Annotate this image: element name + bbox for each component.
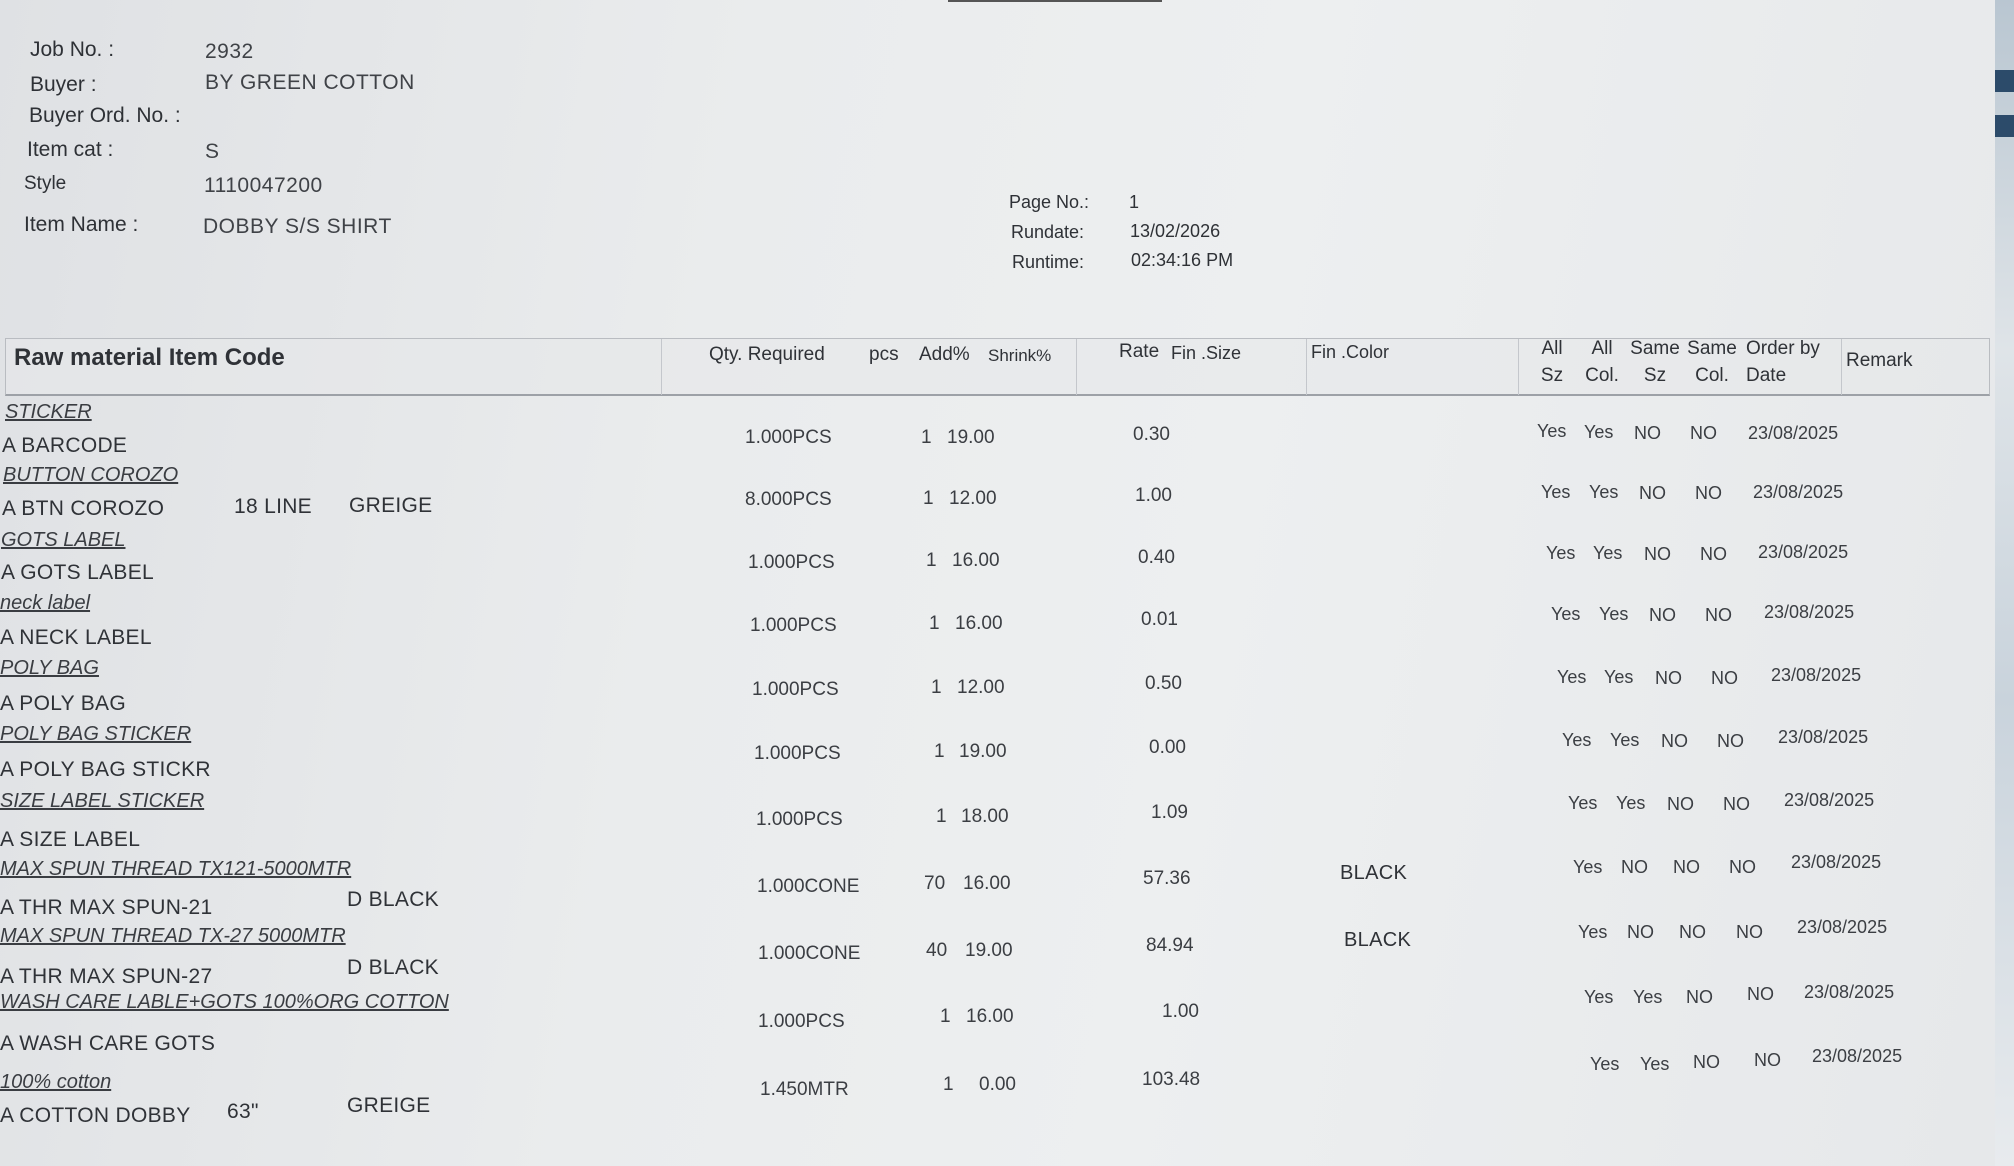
all-sz-flag: Yes [1541,482,1571,502]
all-col-flag: Yes [1593,543,1623,563]
column-divider [1076,339,1077,395]
pcs-value: 1 [943,1074,954,1095]
same-sz-flag: NO [1693,1052,1720,1072]
same-col-flag: NO [1705,605,1732,625]
rate-value: 57.36 [1143,868,1191,889]
runtime-value: 02:34:16 PM [1131,250,1234,270]
same-sz-flag: NO [1634,423,1661,443]
pcs-value: 1 [931,677,942,698]
same-sz-flag: NO [1655,668,1682,688]
style-value: 1110047200 [204,174,323,197]
same-sz-flag: NO [1679,922,1706,942]
item-cat-value: S [205,140,220,163]
order-date: 23/08/2025 [1804,982,1895,1002]
runtime-label: Runtime: [1012,252,1085,272]
header-all-col-line1: All [1591,338,1613,359]
material-group-title: GOTS LABEL [1,529,126,551]
header-all-sz-line1: All [1541,338,1563,359]
all-sz-flag: Yes [1584,987,1614,1007]
qty-required: 1.000PCS [752,679,839,700]
buyer-value: BY GREEN COTTON [205,71,415,94]
qty-required: 1.000PCS [758,1011,845,1032]
column-divider [1306,339,1307,395]
order-date: 23/08/2025 [1778,727,1869,747]
same-col-flag: NO [1717,731,1744,751]
pcs-value: 1 [940,1006,951,1027]
qty-required: 8.000PCS [745,489,832,510]
header-all-col-line2: Col. [1585,365,1619,386]
rate-value: 0.00 [1149,737,1186,758]
column-divider [661,339,662,395]
all-sz-flag: Yes [1562,730,1592,750]
same-sz-flag: NO [1673,857,1700,877]
qty-required: 1.450MTR [760,1079,849,1100]
add-percent: 18.00 [961,806,1009,827]
item-description: A BTN COROZO [2,497,165,520]
rate-value: 0.01 [1141,609,1178,630]
rate-value: 0.40 [1138,547,1175,568]
header-item-code: Raw material Item Code [14,344,285,371]
pcs-value: 1 [929,613,940,634]
rate-value: 1.00 [1135,485,1172,506]
pcs-value: 1 [936,806,947,827]
same-sz-flag: NO [1667,794,1694,814]
header-order-by-date [1746,335,1840,389]
pcs-value: 1 [923,488,934,509]
qty-required: 1.000PCS [748,552,835,573]
header-same-sz-line2: Sz [1643,365,1667,386]
item-name-value: DOBBY S/S SHIRT [203,215,392,238]
style-label: Style [24,173,67,194]
job-no-label: Job No. : [30,38,115,61]
same-sz-flag: NO [1649,605,1676,625]
rate-value: 103.48 [1142,1069,1201,1090]
item-description: A GOTS LABEL [1,561,154,584]
material-group-title: MAX SPUN THREAD TX-27 5000MTR [0,925,346,947]
item-description: A THR MAX SPUN-21 [0,896,213,919]
order-date: 23/08/2025 [1748,423,1839,443]
background-edge [1995,0,2014,1166]
add-percent: 19.00 [959,741,1007,762]
all-sz-flag: Yes [1568,793,1598,813]
material-group-title: neck label [0,592,91,614]
pcs-value: 1 [926,550,937,571]
same-sz-flag: NO [1686,987,1713,1007]
buyer-label: Buyer : [30,73,97,96]
edge-mark [1995,70,2014,92]
job-no-value: 2932 [205,40,254,63]
all-col-flag: Yes [1589,482,1619,502]
qty-required: 1.000PCS [754,743,841,764]
column-divider [1841,339,1842,395]
item-description: A SIZE LABEL [0,828,141,851]
same-col-flag: NO [1729,857,1756,877]
all-col-flag: Yes [1584,422,1614,442]
qty-required: 1.000PCS [750,615,837,636]
item-description: A POLY BAG [0,692,126,715]
same-col-flag: NO [1754,1050,1781,1070]
same-col-flag: NO [1690,423,1717,443]
item-description: A WASH CARE GOTS [0,1032,216,1055]
all-col-flag: Yes [1599,604,1629,624]
same-sz-flag: NO [1661,731,1688,751]
rate-value: 1.00 [1162,1001,1199,1022]
material-group-title: 100% cotton [0,1071,112,1093]
material-group-title: POLY BAG STICKER [0,723,192,745]
header-all-sz [1534,335,1570,389]
color-spec: GREIGE [349,494,433,517]
add-percent: 16.00 [963,873,1011,894]
same-col-flag: NO [1711,668,1738,688]
order-date: 23/08/2025 [1758,542,1849,562]
all-col-flag: NO [1627,922,1654,942]
header-remark: Remark [1846,350,1913,371]
all-col-flag: Yes [1610,730,1640,750]
add-percent: 19.00 [947,427,995,448]
all-sz-flag: Yes [1557,667,1587,687]
order-date: 23/08/2025 [1812,1046,1903,1066]
color-spec: D BLACK [347,888,439,911]
add-percent: 12.00 [949,488,997,509]
all-sz-flag: Yes [1551,604,1581,624]
item-description: A BARCODE [2,434,128,457]
material-group-title: SIZE LABEL STICKER [0,790,205,812]
qty-required: 1.000CONE [757,876,860,897]
header-order-by-line2: Date [1746,365,1787,386]
pcs-value: 1 [921,427,932,448]
all-sz-flag: Yes [1546,543,1576,563]
header-same-sz [1627,335,1683,389]
item-description: A NECK LABEL [0,626,152,649]
color-spec: D BLACK [347,956,439,979]
material-group-title: WASH CARE LABLE+GOTS 100%ORG COTTON [0,991,449,1013]
order-date: 23/08/2025 [1753,482,1844,502]
all-sz-flag: Yes [1537,421,1567,441]
material-group-title: STICKER [5,401,92,423]
same-col-flag: NO [1700,544,1727,564]
edge-mark [1995,115,2014,137]
header-same-col-line2: Col. [1695,365,1729,386]
fin-color-value: BLACK [1344,929,1412,951]
all-col-flag: Yes [1633,987,1663,1007]
size-spec: 18 LINE [234,495,312,518]
qty-required: 1.000CONE [758,943,861,964]
page-no-label: Page No.: [1009,192,1090,212]
color-spec: GREIGE [347,1094,431,1117]
add-percent: 12.00 [957,677,1005,698]
header-rate: Rate [1119,341,1160,362]
all-col-flag: Yes [1640,1054,1670,1074]
same-sz-flag: NO [1644,544,1671,564]
fin-color-value: BLACK [1340,862,1408,884]
rate-value: 0.50 [1145,673,1182,694]
qty-required: 1.000PCS [756,809,843,830]
all-sz-flag: Yes [1573,857,1603,877]
table-header [5,338,1990,396]
header-order-by-line1: Order by [1746,338,1820,359]
material-group-title: MAX SPUN THREAD TX121-5000MTR [0,858,352,880]
same-col-flag: NO [1747,984,1774,1004]
order-date: 23/08/2025 [1764,602,1855,622]
order-date: 23/08/2025 [1784,790,1875,810]
header-same-col [1683,335,1741,389]
add-percent: 0.00 [979,1074,1016,1095]
rate-value: 0.30 [1133,424,1170,445]
header-add-percent: Add% [919,344,970,365]
item-description: A COTTON DOBBY [0,1104,191,1127]
header-shrink-percent: Shrink% [988,346,1052,365]
add-percent: 16.00 [966,1006,1014,1027]
add-percent: 16.00 [955,613,1003,634]
all-sz-flag: Yes [1578,922,1608,942]
rate-value: 84.94 [1146,935,1194,956]
header-same-sz-line1: Same [1630,338,1680,359]
all-col-flag: Yes [1604,667,1634,687]
item-description: A POLY BAG STICKR [0,758,211,781]
same-sz-flag: NO [1639,483,1666,503]
add-percent: 16.00 [952,550,1000,571]
all-col-flag: NO [1621,857,1648,877]
header-all-sz-line2: Sz [1540,365,1564,386]
rundate-label: Rundate: [1011,222,1085,242]
rate-value: 1.09 [1151,802,1188,823]
material-group-title: POLY BAG [0,657,99,679]
header-same-col-line1: Same [1687,338,1737,359]
item-name-label: Item Name : [24,213,139,236]
header-fin-color: Fin .Color [1311,342,1390,362]
rundate-value: 13/02/2026 [1130,221,1221,241]
all-col-flag: Yes [1616,793,1646,813]
header-all-col [1581,335,1623,389]
pcs-value: 70 [924,873,946,894]
add-percent: 19.00 [965,940,1013,961]
order-date: 23/08/2025 [1771,665,1862,685]
pcs-value: 1 [934,741,945,762]
same-col-flag: NO [1723,794,1750,814]
same-col-flag: NO [1695,483,1722,503]
all-sz-flag: Yes [1590,1054,1620,1074]
top-rule [948,0,1162,2]
page-no-value: 1 [1129,192,1140,212]
pcs-value: 40 [926,940,948,961]
material-group-title: BUTTON COROZO [3,464,179,486]
size-spec: 63" [227,1100,259,1123]
header-qty-required: Qty. Required [709,344,825,365]
item-description: A THR MAX SPUN-27 [0,965,213,988]
qty-required: 1.000PCS [745,427,832,448]
header-pcs: pcs [869,344,899,365]
item-cat-label: Item cat : [27,138,114,161]
header-fin-size: Fin .Size [1171,343,1242,363]
same-col-flag: NO [1736,922,1763,942]
order-date: 23/08/2025 [1791,852,1882,872]
buyer-order-label: Buyer Ord. No. : [29,104,181,127]
column-divider [1518,339,1519,395]
order-date: 23/08/2025 [1797,917,1888,937]
